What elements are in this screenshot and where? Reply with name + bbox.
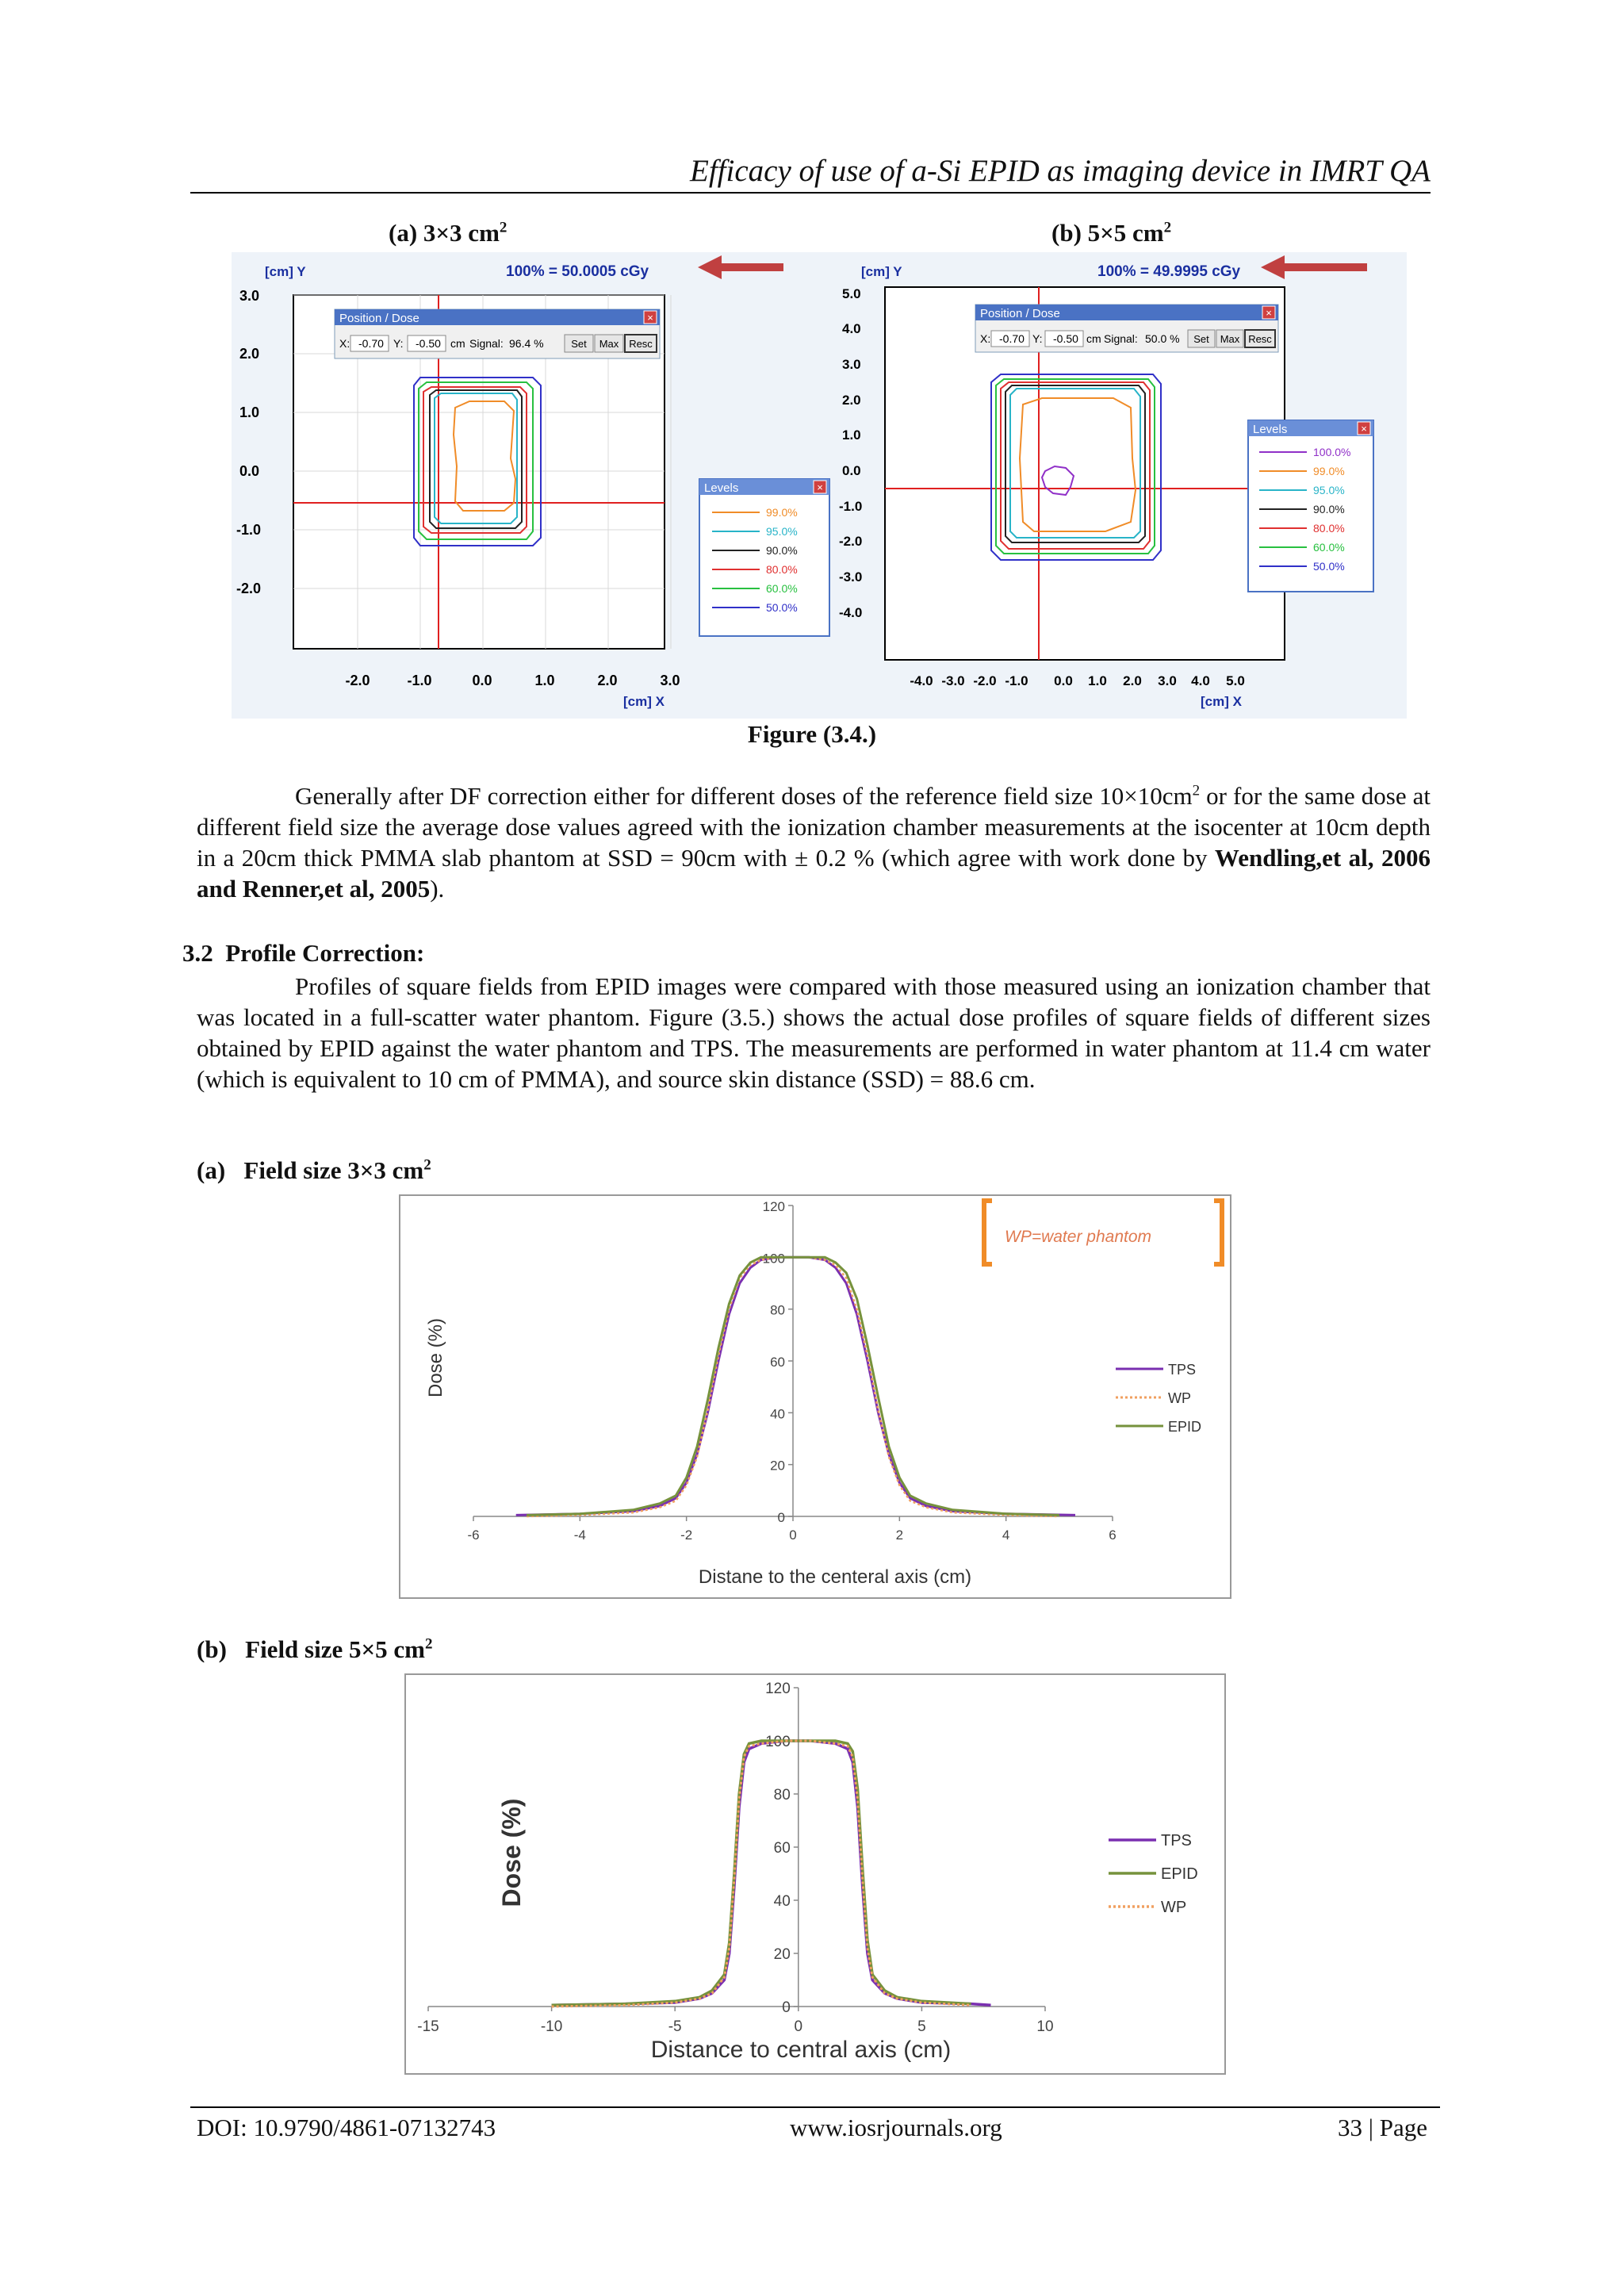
svg-text:4.0: 4.0 [1191,673,1210,688]
x-tick-label: -15 [417,2018,439,2035]
x-tick-label: 10 [1036,2018,1054,2035]
svg-text:Y:: Y: [393,337,404,350]
legend-label-wp: WP [1168,1390,1191,1406]
chart-a-xlabel: Distane to the centeral axis (cm) [698,1566,972,1588]
svg-text:2.0: 2.0 [239,346,260,362]
svg-text:-4.0: -4.0 [910,673,933,688]
svg-text:-1.0: -1.0 [407,673,432,688]
svg-text:Position / Dose: Position / Dose [980,307,1060,320]
panel-a-norm-text: 100% = 50.0005 cGy [506,263,649,280]
panel-a-position-dose-dialog [335,309,660,358]
section-3-2-heading: 3.2 Profile Correction: [182,939,425,967]
y-tick-label: 60 [770,1355,785,1370]
subfig-b-label: (b) Field size 5×5 $cm^2$ [197,1635,433,1663]
svg-text:3.0: 3.0 [1158,673,1177,688]
svg-text:-0.50: -0.50 [416,337,441,350]
svg-text:-1.0: -1.0 [839,499,863,514]
chart-a-ylabel: Dose (%) [425,1317,446,1398]
y-tick-label: 0 [777,1510,785,1525]
panel-a-level-label: 95.0% [766,525,798,538]
svg-text:0.0: 0.0 [472,673,492,688]
svg-text:0.0: 0.0 [842,463,861,478]
svg-text:-1.0: -1.0 [236,522,262,538]
svg-text:-0.50: -0.50 [1053,332,1078,345]
x-tick-label: -4 [573,1527,586,1543]
dose-profile-chart-3x3 [399,1194,1231,1599]
dose-profile-chart-5x5 [404,1673,1226,2075]
svg-text:5.0: 5.0 [842,286,861,301]
legend-label-tps: TPS [1161,1832,1192,1849]
y-tick-label: 120 [762,1199,785,1214]
svg-text:Levels: Levels [1253,423,1288,436]
x-tick-label: -5 [668,2018,682,2035]
panel-a-level-label: 60.0% [766,582,798,595]
x-tick-label: 5 [917,2018,926,2035]
svg-text:-2.0: -2.0 [973,673,997,688]
chart-a-annotation: WP=water phantom [1005,1228,1152,1246]
isodose-panel-a [232,252,837,719]
svg-text:3.0: 3.0 [842,357,861,372]
panel-b-levels-legend [1248,420,1373,592]
x-tick-label: 6 [1109,1527,1116,1543]
svg-text:2.0: 2.0 [842,393,861,408]
svg-text:Signal:: Signal: [1104,332,1138,345]
svg-text:-3.0: -3.0 [941,673,965,688]
legend-label-tps: TPS [1168,1362,1197,1378]
svg-text:96.4 %: 96.4 % [509,337,544,350]
panel-a-level-label: 80.0% [766,563,798,576]
panel-a-level-label: 50.0% [766,601,798,614]
y-tick-label: 40 [773,1893,791,1910]
panel-b-level-label: 60.0% [1313,541,1345,554]
svg-text:2.0: 2.0 [1123,673,1142,688]
panel-b-level-label: 99.0% [1313,465,1345,477]
section-3-2-body: Profiles of square fields from EPID images were compared with those measured using an ionization chamber that was located in a full-scatter water phantom. Figure (3.5.) shows the actual dose profiles of square fields of different sizes obtained by EPID against the water phantom and TPS. The measurements are performed in water phantom at 11.4 cm water (which is equivalent to 10 cm of PMMA), and source skin distance (SSD) = 88.6 cm. [197,972,1431,1093]
panel-b-level-label: 80.0% [1313,522,1345,535]
svg-text:-1.0: -1.0 [1005,673,1028,688]
svg-text:X:: X: [980,332,991,345]
y-tick-label: 20 [770,1458,785,1474]
svg-text:×: × [817,481,823,493]
svg-text:X:: X: [339,337,350,350]
svg-text:Position / Dose: Position / Dose [339,312,419,325]
panel-a-level-label: 99.0% [766,506,798,519]
svg-text:-0.70: -0.70 [358,337,384,350]
svg-text:×: × [1361,423,1367,435]
svg-text:3.0: 3.0 [239,288,260,304]
panel-a-label: (a) 3×3 $cm^2$ [389,219,508,247]
svg-text:4.0: 4.0 [842,321,861,336]
legend-label-wp: WP [1161,1899,1187,1916]
header-rule [190,192,1431,194]
svg-text:3.0: 3.0 [660,673,680,688]
y-tick-label: 0 [782,1999,791,2016]
svg-text:1.0: 1.0 [239,404,260,420]
svg-text:-2.0: -2.0 [345,673,370,688]
svg-text:0.0: 0.0 [239,463,260,479]
svg-text:Signal:: Signal: [469,337,504,350]
svg-text:-4.0: -4.0 [839,605,863,620]
x-tick-label: -10 [540,2018,563,2035]
panel-a-x-unit: [cm] X [623,694,665,709]
svg-text:-3.0: -3.0 [839,569,863,585]
svg-text:Max: Max [599,338,619,350]
footer-site: www.iosrjournals.org [790,2114,1002,2141]
y-tick-label: 120 [765,1681,791,1697]
panel-b-x-unit: [cm] X [1201,694,1242,709]
panel-b-position-dose-dialog [975,305,1278,352]
panel-a-levels-legend [699,479,829,636]
svg-text:cm: cm [450,337,465,350]
y-tick-label: 80 [773,1787,791,1803]
panel-b-level-label: 100.0% [1313,446,1351,458]
footer-doi: DOI: 10.9790/4861-07132743 [197,2114,496,2141]
chart-b-ylabel: Dose (%) [497,1798,526,1907]
svg-text:Y:: Y: [1032,332,1043,345]
panel-b-norm-text: 100% = 49.9995 cGy [1097,263,1241,280]
svg-text:Set: Set [571,338,587,350]
chart-b-xlabel: Distance to central axis (cm) [650,2037,952,2063]
svg-text:1.0: 1.0 [842,427,861,443]
legend-label-epid: EPID [1161,1865,1198,1883]
svg-text:0.0: 0.0 [1054,673,1073,688]
panel-b-label: (b) 5×5 $cm^2$ [1051,219,1172,247]
legend-label-epid: EPID [1168,1419,1202,1435]
y-tick-label: 80 [770,1302,785,1318]
svg-text:-2.0: -2.0 [839,534,863,549]
y-tick-label: 40 [770,1406,785,1422]
x-tick-label: 2 [895,1527,904,1543]
svg-text:2.0: 2.0 [597,673,618,688]
svg-text:×: × [1266,307,1272,319]
y-tick-label: 100 [762,1251,785,1267]
y-tick-label: 100 [765,1734,791,1750]
panel-a-level-label: 90.0% [766,544,798,557]
subfig-a-label: (a) Field size 3×3 $cm^2$ [197,1156,431,1184]
panel-b-level-label: 95.0% [1313,484,1345,496]
y-tick-label: 60 [773,1840,791,1857]
svg-text:50.0 %: 50.0 % [1145,332,1180,345]
footer-rule [190,2106,1440,2108]
svg-text:Max: Max [1220,333,1240,345]
svg-text:Resc: Resc [1248,333,1272,345]
panel-b-y-unit: [cm] Y [861,264,902,279]
y-tick-label: 20 [773,1946,791,1963]
panel-b-level-label: 90.0% [1313,503,1345,516]
svg-text:Resc: Resc [629,338,653,350]
figure-3-4-caption: Figure (3.4.) [747,720,877,748]
isodose-panel-b [836,252,1407,719]
svg-text:1.0: 1.0 [1088,673,1107,688]
x-tick-label: 0 [794,2018,803,2035]
svg-text:-2.0: -2.0 [236,581,262,596]
svg-text:-0.70: -0.70 [999,332,1025,345]
footer-page: 33 | Page [1338,2114,1427,2141]
x-tick-label: -6 [467,1527,480,1543]
svg-text:1.0: 1.0 [534,673,555,688]
x-tick-label: 0 [789,1527,797,1543]
panel-a-y-unit: [cm] Y [265,264,306,279]
svg-text:×: × [647,312,653,324]
paragraph-df-correction: Generally after DF correction either for different doses of the reference field size $10\times 10cm^2$ or for the same dose at different field size the average dose values agreed with the ionization chamber measurements at the isocenter at 10cm depth in a 20cm thick PMMA slab phantom at SSD = 90cm with ± 0.2 % (which agree with work done by Wendling,et al, 2006 and Renner,et al, 2005). [197,782,1431,903]
x-tick-label: 4 [1002,1527,1010,1543]
svg-text:Levels: Levels [704,481,739,495]
x-tick-label: -2 [680,1527,693,1543]
svg-text:5.0: 5.0 [1226,673,1245,688]
svg-text:Set: Set [1193,333,1209,345]
panel-b-level-label: 50.0% [1313,560,1345,573]
svg-text:cm: cm [1086,332,1101,345]
running-head: Efficacy of use of a-Si EPID as imaging device in IMRT QA [690,154,1431,188]
